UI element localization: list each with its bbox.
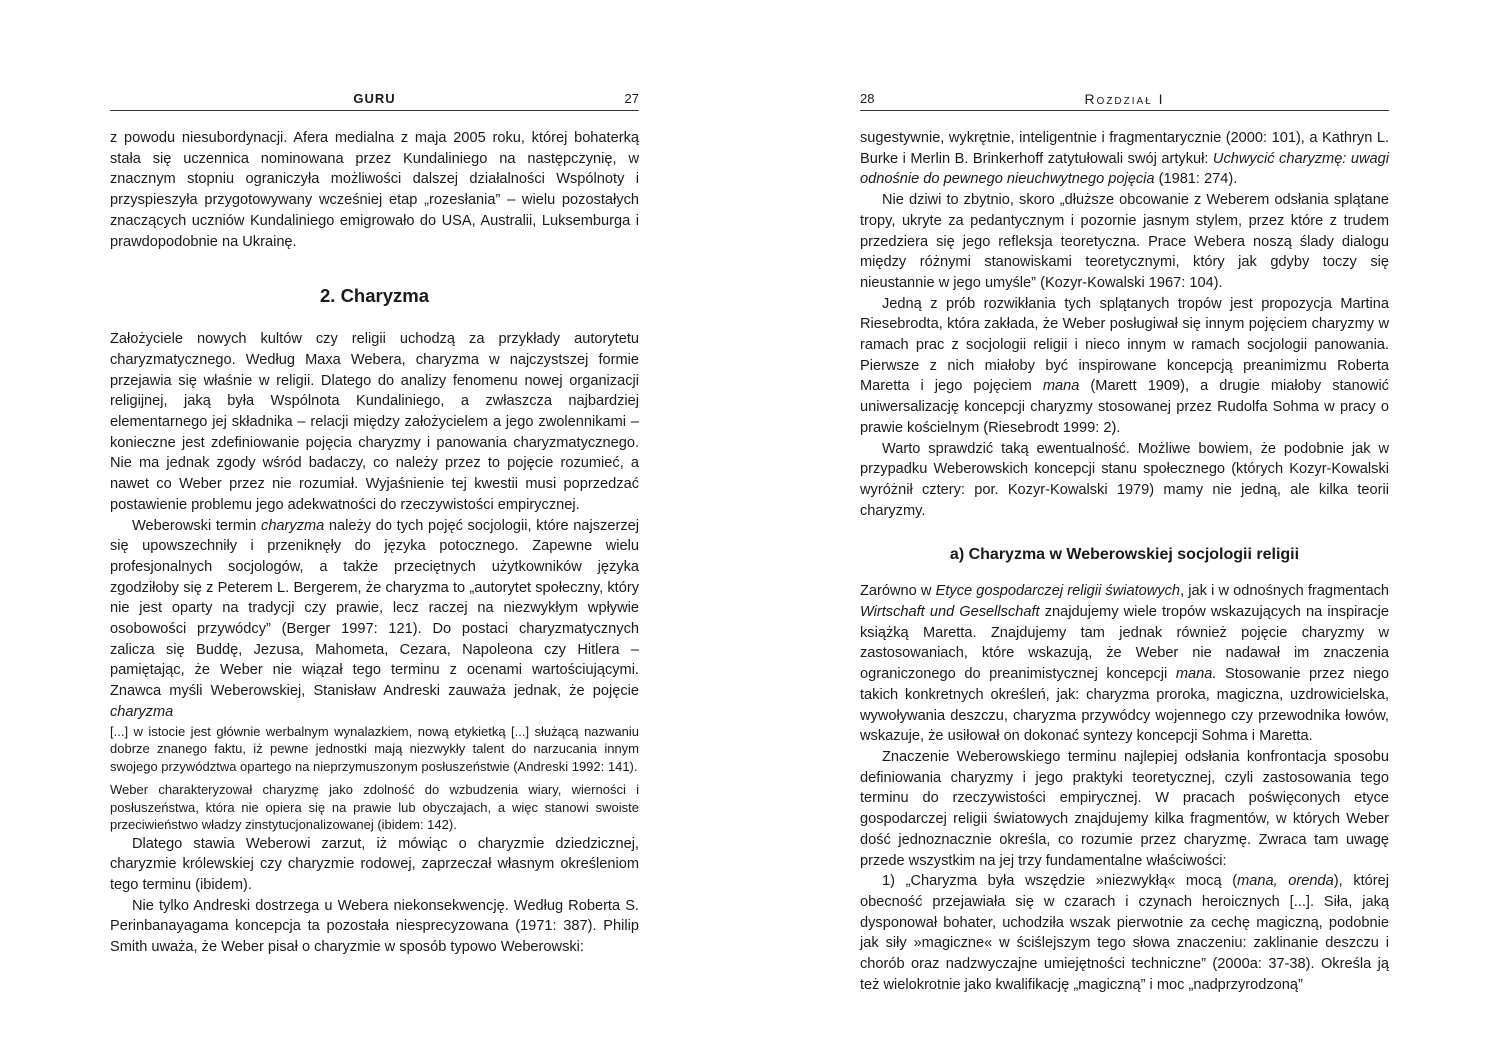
paragraph: Weberowski termin charyzma należy do tych pojęć socjologii, które najszerzej się upowszechniły i przeniknęły do języka potocznego. Zapewne wielu profesjonalnych socjologów, a także przeciętnych użytkowników języka zgodziłoby się z Peterem L. Bergerem, że charyzma to „autorytet społeczny, który nie jest oparty na tradycji czy prawie, lecz raczej na niezwykłym wpływie osobowości przywódcy” (Berger 1997: 121). Do postaci charyzmatycznych zalicza się Buddę, Jezusa, Mahometa, Cezara, Napoleona czy Hitlera – pamiętając, że Weber nie wiązał tego terminu z ocenami wartościującymi. Znawca myśli Weberowskiej, Stanisław Andreski zauważa jednak, że pojęcie charyzma	[110, 517, 639, 720]
page-number: 27	[624, 91, 639, 106]
block-quote: Weber charakteryzował charyzmę jako zdolność do wzbudzenia wiary, wierności i posłuszeństwa, która nie opiera się na prawie lub obyczajach, a więc stanowi swoiste przeciwieństwo władzy zinstytucjonalizowanej (ibidem: 142).	[110, 782, 639, 833]
paragraph: z powodu niesubordynacji. Afera medialna z maja 2005 roku, której bohaterką stała się uczennica nominowana przez Kundaliniego na następczynię, w znacznym stopniu ograniczyła możliwości dalszej działalności Wspólnoty i przyspieszyła przygotowywany wcześniej etap „rozesłania” – wielu pozostałych znaczących uczniów Kundaliniego emigrowało do USA, Australii, Luksemburga i prawdopodobnie na Ukrainę.	[110, 130, 639, 250]
paragraph: Założyciele nowych kultów czy religii uchodzą za przykłady autorytetu charyzmatycznego. Według Maxa Webera, charyzma w najczystszej formie przejawia się właśnie w religii. Dlatego do analizy fenomenu nowej organizacji religijnej, jaką była Wspólnota Kundaliniego, a zwłaszcza najbardziej elementarnego jej składnika – relacji między założycielem a jego zwolennikami – konieczne jest zdefiniowanie pojęcia charyzmy i panowania charyzmatycznego. Nie ma jednak zgody wśród badaczy, co należy przez to pojęcie rozumieć, a nawet co Weber przez nie rozumiał. Wyjaśnienie tej kwestii musi poprzedzać postawienie problemu jego adekwatności do rzeczywistości empirycznej.	[110, 331, 639, 513]
running-head-right	[860, 88, 1389, 111]
running-title: Rozdział I	[1084, 91, 1165, 107]
paragraph: Dlatego stawia Weberowi zarzut, iż mówiąc o charyzmie dziedzicznej, charyzmie królewskiej czy charyzmie rodowej, zaprzeczał własnym określeniom tego terminu (ibidem).	[110, 835, 639, 893]
paragraph: Warto sprawdzić taką ewentualność. Możliwe bowiem, że podobnie jak w przypadku Weberowskich koncepcji stanu społecznego (których Kozyr-Kowalski wyróżnił cztery: por. Kozyr-Kowalski 1979) mamy nie jedną, ale kilka teorii charyzmy.	[860, 440, 1389, 519]
paragraph: 1) „Charyzma była wszędzie »niezwykłą« mocą (mana, orenda), której obecność przejawiała się w czarach i czynach heroicznych [...]. Siła, jaką dysponował bohater, uchodziła wszak pierwotnie za cechę magiczną, podobnie jak siły »magiczne« w ściślejszym tego słowa znaczeniu: zaklinanie deszczu i chorób oraz nadzwyczajne umiejętności techniczne” (2000a: 37-38). Określa ją też wielokrotnie jako kwalifikację „magiczną” i moc „nadprzyrodzoną”	[860, 873, 1390, 993]
page-number: 28	[860, 91, 875, 106]
block-quote: [...] w istocie jest głównie werbalnym wynalazkiem, nową etykietką [...] służącą nazwaniu dobrze znanego faktu, iż pewne jednostki mają niezwykły talent do narzucania innym swojego przywództwa opartego na nieprzymuszonym posłuszeństwie (Andreski 1992: 141).	[110, 723, 639, 774]
right-page-body	[860, 128, 1389, 995]
paragraph: Jedną z prób rozwikłania tych splątanych tropów jest propozycja Martina Riesebrodta, która zakłada, że Weber posługiwał się innym pojęciem charyzmy w ramach prac z socjologii religii i nieco innym w ramach socjologii panowania. Pierwsze z nich miałoby być inspirowane koncepcją preanimizmu Roberta Maretta i jego pojęciem mana (Marett 1909), a drugie miałoby stanowić uniwersalizację koncepcji charyzmy stosowanej przez Rudolfa Sohma w pracy o prawie kościelnym (Riesebrodt 1999: 2).	[860, 295, 1389, 436]
running-title: GURU	[353, 91, 396, 106]
paragraph: Zarówno w Etyce gospodarczej religii światowych, jak i w odnośnych fragmentach Wirtschaft und Gesellschaft znajdujemy wiele tropów wskazujących na inspiracje książką Maretta. Znajdujemy tam jednak również pojęcie charyzmy w zastosowaniach, które wskazują, że Weber nie nadawał im znaczenia ograniczonego do preanimistycznej koncepcji mana. Stosowanie przez niego takich konkretnych określeń, jak: charyzma proroka, magiczna, uzdrowicielska, wywoływania deszczu, charyzma przywódcy wojennego czy przewodnika łowów, wskazuje, że usiłował on dokonać syntezy koncepcji Sohma i Maretta.	[860, 583, 1389, 745]
subsection-heading: a) Charyzma w Weberowskiej socjologii religii	[949, 546, 1300, 564]
right-page	[750, 0, 1500, 1059]
paragraph: Nie dziwi to zbytnio, skoro „dłuższe obcowanie z Weberem odsłania splątane tropy, ukryte za pedantycznym i pozornie jasnym stylem, przez które z trudem przedziera się jego refleksja teoretyczna. Prace Webera noszą ślady dialogu między różnymi stanowiskami teoretycznymi, który jak gdyby toczy się nieustannie w jego umyśle” (Kozyr-Kowalski 1967: 104).	[860, 192, 1389, 291]
left-page-body	[110, 128, 639, 958]
paragraph: Nie tylko Andreski dostrzega u Webera niekonsekwencję. Według Roberta S. Perinbanayagama koncepcja ta pozostała niesprecyzowana (1971: 387). Philip Smith uważa, że Weber pisał o charyzmie w sposób typowo Weberowski:	[110, 897, 639, 956]
paragraph: Znaczenie Weberowskiego terminu najlepiej odsłania konfrontacja sposobu definiowania charyzmy i jego praktyki teoretycznej, czyli zastosowania tego terminu do rzeczywistości empirycznej. W pracach poświęconych etyce gospodarczej religii światowych znajdujemy kilka fragmentów, w których Weber dość jednoznacznie określa, co rozumie przez charyzmę. Zwraca tam uwagę przede wszystkim na jej trzy fundamentalne właściwości:	[860, 748, 1389, 869]
running-head-left	[110, 88, 639, 111]
section-heading: 2. Charyzma	[320, 285, 429, 307]
paragraph: sugestywnie, wykrętnie, inteligentnie i fragmentarycznie (2000: 101), a Kathryn L. Burke i Merlin B. Brinkerhoff zatytułowali swój artykuł: Uchwycić charyzmę: uwagi odnośnie do pewnego nieuchwytnego pojęcia (1981: 274).	[860, 130, 1389, 188]
